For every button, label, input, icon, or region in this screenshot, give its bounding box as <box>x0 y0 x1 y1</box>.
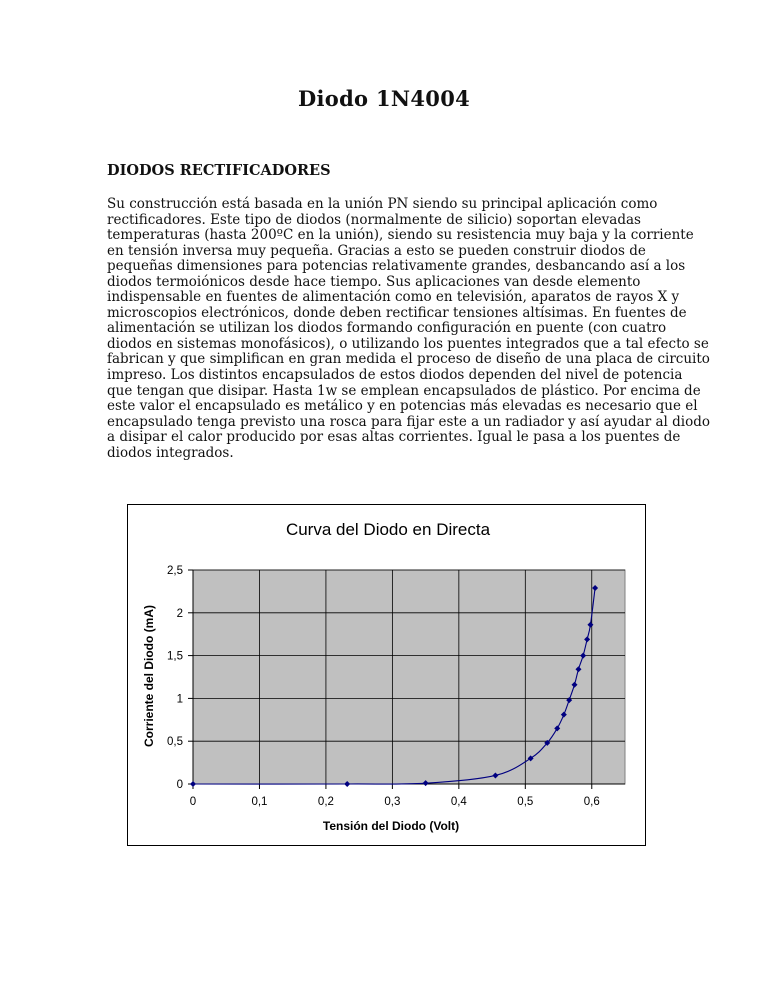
paragraph-line: a disipar el calor producido por esas altas corrientes. Igual le pasa a los puentes de <box>107 429 681 446</box>
x-tick-label: 0,3 <box>384 796 401 808</box>
paragraph-line: temperaturas (hasta 200ºC en la unión), siendo su resistencia muy baja y la corriente <box>107 227 694 244</box>
y-tick-label: 1,5 <box>167 650 183 663</box>
x-tick-label: 0,2 <box>317 796 334 808</box>
y-tick-labels <box>167 565 183 791</box>
y-tick-label: 1 <box>176 693 183 706</box>
x-tick-label: 0,4 <box>450 796 467 808</box>
y-tick-label: 2 <box>176 607 183 620</box>
paragraph-line: rectificadores. Este tipo de diodos (normalmente de silicio) soportan elevadas <box>107 211 641 228</box>
section-heading: DIODOS RECTIFICADORES <box>107 162 331 179</box>
y-tick-label: 0,5 <box>167 736 183 749</box>
x-axis-label: Tensión del Diodo (Volt) <box>322 819 460 833</box>
chart-title: Curva del Diodo en Directa <box>285 520 491 539</box>
paragraph-line: este valor el encapsulado es metálico y en potencias más elevadas es necesario que el <box>107 398 698 415</box>
paragraph-line: diodos termoiónicos desde hace tiempo. Sus aplicaciones van desde elemento <box>107 273 641 290</box>
chart-svg <box>128 505 647 847</box>
body-paragraph <box>107 196 710 461</box>
plot-area <box>193 570 625 784</box>
paragraph-line: diodos en sistemas monofásicos), o utilizando los puentes integrados que a tal efecto se <box>107 335 709 352</box>
paragraph-line: indispensable en fuentes de alimentación como en televisión, aparatos de rayos X y <box>107 289 680 306</box>
paragraph-line: encapsulado tenga previsto una rosca para fijar este a un radiador y así ayudar al diodo <box>107 413 710 430</box>
paragraph-line: impreso. Los distintos encapsulados de estos diodos dependen del nivel de potencia <box>107 367 683 384</box>
paragraph-line: en tensión inversa muy pequeña. Gracias a esto se pueden construir diodos de <box>107 242 646 259</box>
paragraph-line: diodos integrados. <box>107 444 234 461</box>
paragraph-line: que tengan que disipar. Hasta 1w se emplean encapsulados de plástico. Por encima de <box>107 382 701 399</box>
x-tick-label: 0,1 <box>251 796 268 808</box>
x-tick-labels <box>190 796 600 808</box>
paragraph-line: pequeñas dimensiones para potencias relativamente grandes, desbancando así a los <box>107 258 686 275</box>
paragraph-line: fabrican y que simplifican en gran medida el proceso de diseño de una placa de circuito <box>107 351 710 368</box>
diode-curve-chart <box>127 504 646 846</box>
y-tick-label: 2,5 <box>167 565 183 577</box>
y-tick-label: 0 <box>176 779 183 791</box>
x-tick-label: 0,5 <box>517 796 534 808</box>
document-title: Diodo 1N4004 <box>297 86 471 111</box>
paragraph-line: alimentación se utilizan los diodos formando configuración en puente (con cuatro <box>107 320 667 337</box>
y-axis-label: Corriente del Diodo (mA) <box>142 604 156 748</box>
paragraph-line: microscopios electrónicos, donde deben rectificar tensiones altísimas. En fuentes de <box>107 304 687 321</box>
x-tick-label: 0 <box>189 796 197 808</box>
paragraph-line: Su construcción está basada en la unión PN siendo su principal aplicación como <box>107 196 658 212</box>
x-tick-label: 0,6 <box>583 796 600 808</box>
